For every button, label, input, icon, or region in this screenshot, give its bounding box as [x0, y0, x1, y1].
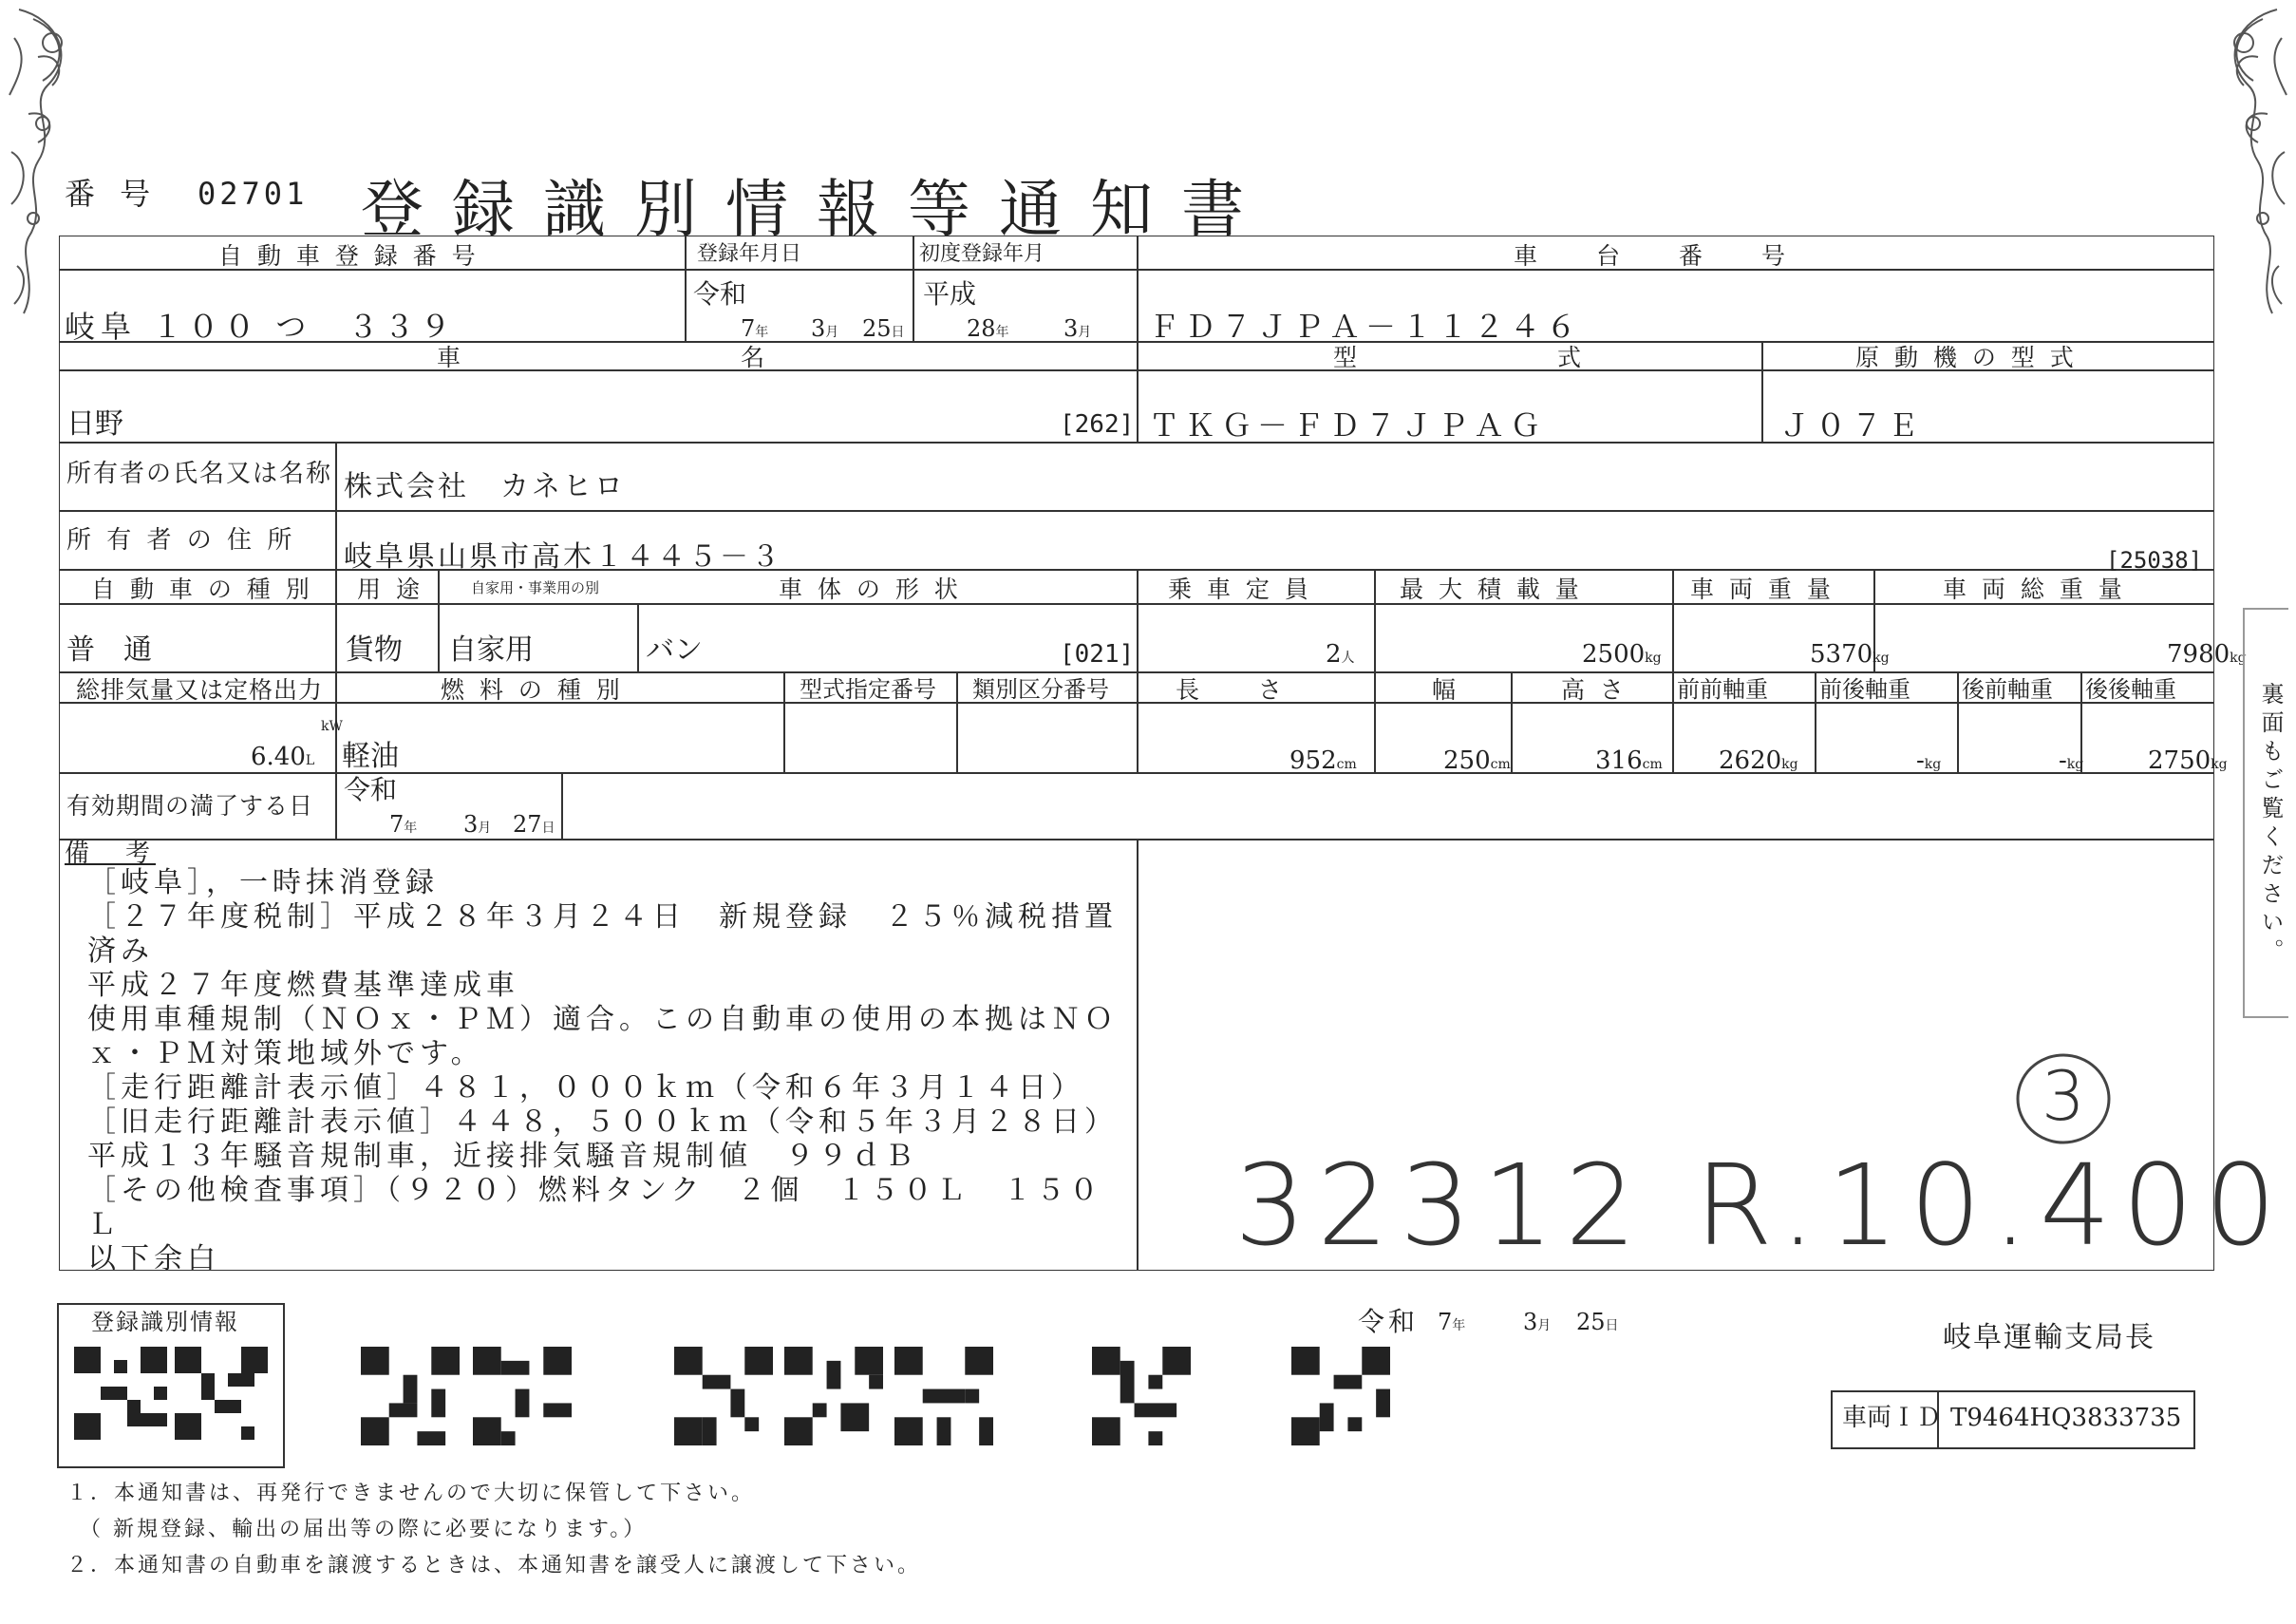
- vehicle-id-label: 車両ＩＤ: [1842, 1404, 1942, 1432]
- vehicle-weight-value: 5370kg: [1810, 640, 1890, 669]
- fr-axle-label: 前後軸重: [1819, 676, 1910, 703]
- handwritten-note: 32312 R.10.400: [1234, 1140, 2288, 1271]
- first-reg-month: 3月: [1063, 315, 1092, 342]
- length-value: 952cm: [1289, 746, 1357, 775]
- reg-date-year: 7年: [741, 315, 769, 342]
- max-load-value: 2500kg: [1582, 640, 1662, 669]
- qr-code: [894, 1347, 993, 1445]
- width-value: 250cm: [1443, 746, 1511, 775]
- chassis-value: ＦＤ７ＪＰＡ－１１２４６: [1149, 309, 1583, 345]
- remarks-line: 済み: [87, 935, 154, 968]
- displacement-label: 総排気量又は定格出力: [76, 676, 324, 704]
- body-shape-code: [021]: [1060, 640, 1135, 669]
- max-load-label: 最 大 積 載 量: [1400, 576, 1583, 603]
- remarks-line: 平成２７年度燃費基準達成車: [87, 969, 519, 1002]
- reg-number-label: 自 動 車 登 録 番 号: [218, 242, 480, 270]
- remarks-line: Ｌ: [87, 1208, 121, 1241]
- issue-era: 令和: [1358, 1306, 1420, 1337]
- first-reg-label: 初度登録年月: [919, 242, 1045, 266]
- gross-weight-label: 車 両 総 重 量: [1943, 576, 2126, 603]
- remarks-text: [87, 866, 1118, 1276]
- capacity-label: 乗 車 定 員: [1168, 576, 1312, 603]
- length-label: 長 さ: [1176, 676, 1287, 704]
- remarks-line: 使用車種規制（ＮＯｘ・ＰＭ）適合。この自動車の使用の本拠はＮＯ: [87, 1003, 1118, 1036]
- model-value: ＴＫＧ－ＦＤ７ＪＰＡＧ: [1149, 407, 1547, 444]
- handwritten-circled-number: 3: [2042, 1056, 2085, 1136]
- remarks-line: 以下余白: [87, 1242, 220, 1275]
- model-label-2: 式: [1557, 344, 1586, 371]
- use-value: 貨物: [346, 633, 403, 667]
- note-line: ２．本通知書の自動車を譲渡するときは、本通知書を譲受人に譲渡して下さい。: [66, 1554, 922, 1577]
- vehicle-type-value: 普 通: [66, 633, 152, 667]
- class-number-label: 類別区分番号: [972, 676, 1109, 703]
- qr-label: 登録識別情報: [91, 1309, 239, 1335]
- remarks-line: ｘ・ＰＭ対策地域外です。: [87, 1037, 484, 1070]
- remarks-line: ［２７年度税制］平成２８年３月２４日 新規登録 ２５％減税措置: [87, 900, 1118, 934]
- body-shape-label: 車 体 の 形 状: [779, 576, 962, 603]
- ff-axle-label: 前前軸重: [1677, 676, 1768, 703]
- first-reg-year: 28年: [967, 315, 1009, 342]
- vehicle-name-code: [262]: [1060, 410, 1135, 439]
- remarks-line: ［その他検査事項］（９２０）燃料タンク ２個 １５０Ｌ １５０: [87, 1174, 1103, 1207]
- qr-code: [674, 1347, 773, 1445]
- engine-value: Ｊ０７Ｅ: [1779, 407, 1925, 444]
- number-value: 02701: [198, 176, 309, 212]
- type-number-label: 型式指定番号: [800, 676, 936, 703]
- vehicle-name-value: 日野: [66, 407, 123, 441]
- remarks-label: 備 考: [65, 840, 157, 868]
- issue-year: 7年: [1438, 1309, 1466, 1335]
- fr-axle-value: -kg: [1916, 746, 1942, 775]
- remarks-line: 平成１３年騒音規制車，近接排気騒音規制値 ９９ｄＢ: [87, 1140, 918, 1173]
- qr-code: [361, 1347, 460, 1445]
- remarks-line: ［旧走行距離計表示値］４４８，５００ｋｍ（令和５年３月２８日）: [87, 1105, 1118, 1139]
- issue-month: 3月: [1523, 1309, 1552, 1335]
- number-label: 番 号: [65, 176, 159, 212]
- footer-notes: [66, 1476, 921, 1584]
- reg-date-day: 25日: [862, 315, 905, 342]
- owner-name-label: 所有者の氏名又は名称: [66, 460, 333, 488]
- private-label: 自家用・事業用の別: [471, 579, 600, 596]
- qr-code: [1092, 1347, 1191, 1445]
- note-line: １．本通知書は、再発行できませんので大切に保管して下さい。: [66, 1482, 756, 1505]
- body-shape-value: バン: [646, 633, 703, 667]
- expiry-era: 令和: [344, 774, 398, 805]
- remarks-line: ［走行距離計表示値］４８１，０００ｋｍ（令和６年３月１４日）: [87, 1071, 1084, 1105]
- height-value: 316cm: [1595, 746, 1663, 775]
- rr-axle-value: 2750kg: [2148, 746, 2228, 775]
- qr-code: [175, 1347, 268, 1440]
- issuer: 岐阜運輸支局長: [1943, 1321, 2155, 1354]
- issue-day: 25日: [1576, 1309, 1619, 1335]
- qr-code: [74, 1347, 167, 1440]
- side-note: 裏面もご覧ください。: [2257, 682, 2284, 967]
- vehicle-id-value: T9464HQ3833735: [1950, 1404, 2182, 1432]
- chassis-label: 車 台 番 号: [1514, 242, 1790, 270]
- remarks-line: ［岐阜］，一時抹消登録: [87, 866, 439, 899]
- qr-code: [1291, 1347, 1390, 1445]
- width-label: 幅: [1432, 676, 1460, 704]
- first-reg-era: 平成: [923, 278, 977, 310]
- vehicle-type-label: 自 動 車 の 種 別: [91, 576, 313, 603]
- qr-code: [473, 1347, 572, 1445]
- owner-address-code: [25038]: [2106, 547, 2203, 574]
- reg-date-month: 3月: [811, 315, 839, 342]
- qr-code: [784, 1347, 883, 1445]
- vehicle-name-label-2: 名: [741, 344, 769, 371]
- capacity-value: 2人: [1326, 640, 1355, 669]
- expiry-year: 7年: [389, 811, 418, 838]
- model-label: 型: [1333, 344, 1362, 371]
- height-label: 高 さ: [1561, 676, 1628, 704]
- engine-label: 原 動 機 の 型 式: [1855, 344, 2078, 371]
- displacement-value: 6.40L: [251, 743, 315, 771]
- expiry-month: 3月: [463, 811, 492, 838]
- kw-unit: kW: [321, 719, 343, 734]
- fuel-type-value: 軽油: [342, 740, 399, 773]
- ff-axle-value: 2620kg: [1719, 746, 1798, 775]
- private-value: 自家用: [448, 633, 534, 667]
- vehicle-weight-label: 車 両 重 量: [1690, 576, 1835, 603]
- owner-address-value: 岐阜県山県市高木１４４５－３: [344, 540, 782, 574]
- vehicle-name-label: 車: [437, 344, 465, 371]
- owner-address-label: 所 有 者 の 住 所: [66, 526, 296, 555]
- expiry-day: 27日: [513, 811, 555, 838]
- reg-date-era: 令和: [693, 278, 747, 310]
- rr-axle-label: 後後軸重: [2085, 676, 2176, 703]
- fuel-type-label: 燃 料 の 種 別: [441, 676, 624, 704]
- reg-date-label: 登録年月日: [697, 242, 802, 266]
- gross-weight-value: 7980kg: [2167, 640, 2247, 669]
- rf-axle-label: 後前軸重: [1962, 676, 2053, 703]
- rf-axle-value: -kg: [2059, 746, 2084, 775]
- note-line: （ 新規登録、輸出の届出等の際に必要になります。）: [66, 1518, 648, 1541]
- expiry-label: 有効期間の満了する日: [66, 792, 314, 820]
- document-title: 登録識別情報等通知書: [361, 173, 1272, 246]
- side-note-tab: [2243, 608, 2288, 1018]
- owner-name-value: 株式会社 カネヒロ: [344, 470, 626, 503]
- use-label: 用 途: [357, 576, 423, 603]
- reg-number-value: 岐阜 １００ つ ３３９: [65, 309, 457, 345]
